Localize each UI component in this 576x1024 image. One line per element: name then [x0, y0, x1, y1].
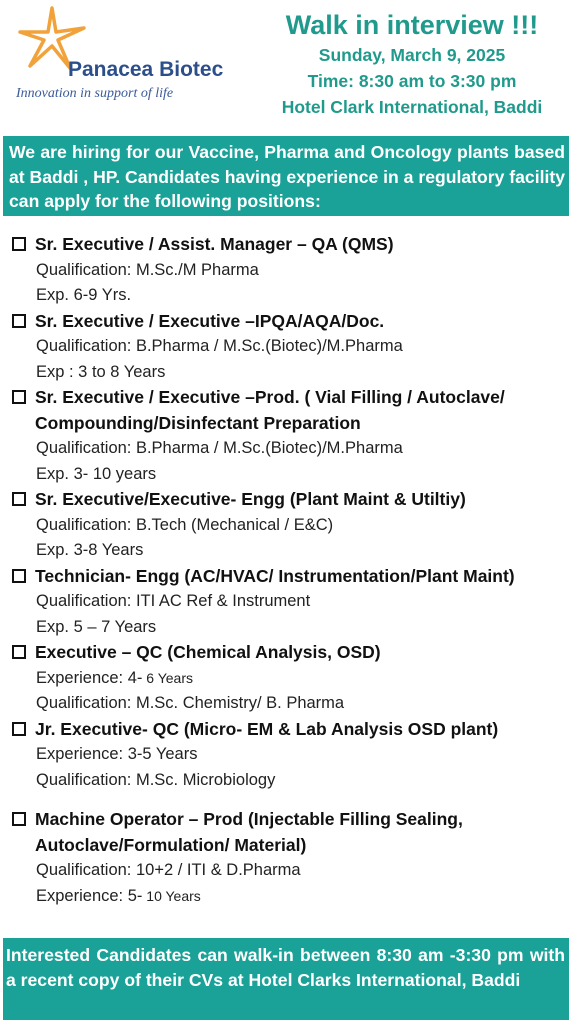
checkbox-icon	[12, 722, 26, 736]
checkbox-icon	[12, 492, 26, 506]
position-experience: Exp : 3 to 8 Years	[36, 362, 166, 381]
position-experience: Exp. 3-8 Years	[36, 541, 144, 559]
position-item	[12, 385, 572, 487]
company-name: Panacea Biotec	[68, 58, 224, 81]
position-experience: Exp. 6-9 Yrs.	[36, 286, 132, 304]
position-title: Jr. Executive- QC (Micro- EM & Lab Analysis OSD plant)	[35, 718, 499, 739]
position-qualification: Qualification: ITI AC Ref & Instrument	[36, 592, 311, 610]
experience-label: Experience: 5-	[36, 886, 143, 905]
position-experience: Experience: 3-5 Years	[36, 745, 198, 763]
checkbox-icon	[12, 645, 26, 659]
experience-years: 6 Years	[142, 669, 193, 686]
checkbox-icon	[12, 314, 26, 328]
position-item	[12, 564, 572, 641]
positions-list	[12, 232, 572, 909]
event-details	[262, 8, 562, 120]
position-title: Machine Operator – Prod (Injectable Filling Sealing, Autoclave/Formulation/ Material)	[35, 809, 463, 855]
company-tagline: Innovation in support of life	[16, 86, 174, 101]
event-date: Sunday, March 9, 2025	[318, 45, 506, 65]
position-qualification: Qualification: 10+2 / ITI & D.Pharma	[36, 861, 301, 879]
position-qualification: Qualification: B.Pharma / M.Sc.(Biotec)/M.Pharma	[36, 337, 403, 355]
position-item	[12, 232, 572, 309]
checkbox-icon	[12, 812, 26, 826]
event-title: Walk in interview !!!	[285, 10, 539, 40]
position-qualification: Qualification: M.Sc./M Pharma	[36, 260, 259, 279]
position-qualification: Qualification: B.Pharma / M.Sc.(Biotec)/M.Pharma	[36, 439, 403, 457]
position-item	[12, 487, 572, 564]
position-title: Sr. Executive / Executive –Prod. ( Vial Filling / Autoclave/ Compounding/Disinfectant Preparation	[35, 387, 505, 433]
position-item	[12, 309, 572, 386]
event-time: Time: 8:30 am to 3:30 pm	[307, 71, 517, 91]
position-experience: Exp. 5 – 7 Years	[36, 617, 157, 636]
checkbox-icon	[12, 390, 26, 404]
position-title: Executive – QC (Chemical Analysis, OSD)	[35, 642, 381, 662]
position-item	[12, 717, 572, 794]
position-item	[12, 807, 572, 909]
position-experience	[12, 884, 572, 910]
position-qualification: Qualification: M.Sc. Microbiology	[36, 770, 276, 789]
position-item	[12, 640, 572, 717]
position-title: Sr. Executive / Assist. Manager – QA (QMS)	[35, 234, 394, 254]
company-logo	[10, 6, 250, 116]
position-title: Technician- Engg (AC/HVAC/ Instrumentation/Plant Maint)	[35, 565, 515, 586]
checkbox-icon	[12, 237, 26, 251]
position-experience: Exp. 3- 10 years	[36, 464, 157, 483]
intro-banner: We are hiring for our Vaccine, Pharma and Oncology plants based at Baddi , HP. Candidates having experience in a regulatory facility can apply for the following positions:	[3, 136, 569, 216]
experience-label: Experience: 4-	[36, 668, 143, 687]
position-experience	[12, 666, 572, 692]
experience-years: 10 Years	[142, 887, 201, 904]
footer-banner: Interested Candidates can walk-in between 8:30 am -3:30 pm with a recent copy of their CVs at Hotel Clarks International, Baddi	[3, 938, 569, 1020]
event-venue: Hotel Clark International, Baddi	[281, 97, 543, 117]
position-qualification: Qualification: B.Tech (Mechanical / E&C)	[36, 515, 334, 534]
header	[0, 0, 576, 130]
position-title: Sr. Executive / Executive –IPQA/AQA/Doc.	[35, 310, 385, 331]
position-qualification: Qualification: M.Sc. Chemistry/ B. Pharma	[36, 694, 345, 712]
checkbox-icon	[12, 569, 26, 583]
position-title: Sr. Executive/Executive- Engg (Plant Maint & Utiltiy)	[35, 489, 466, 509]
